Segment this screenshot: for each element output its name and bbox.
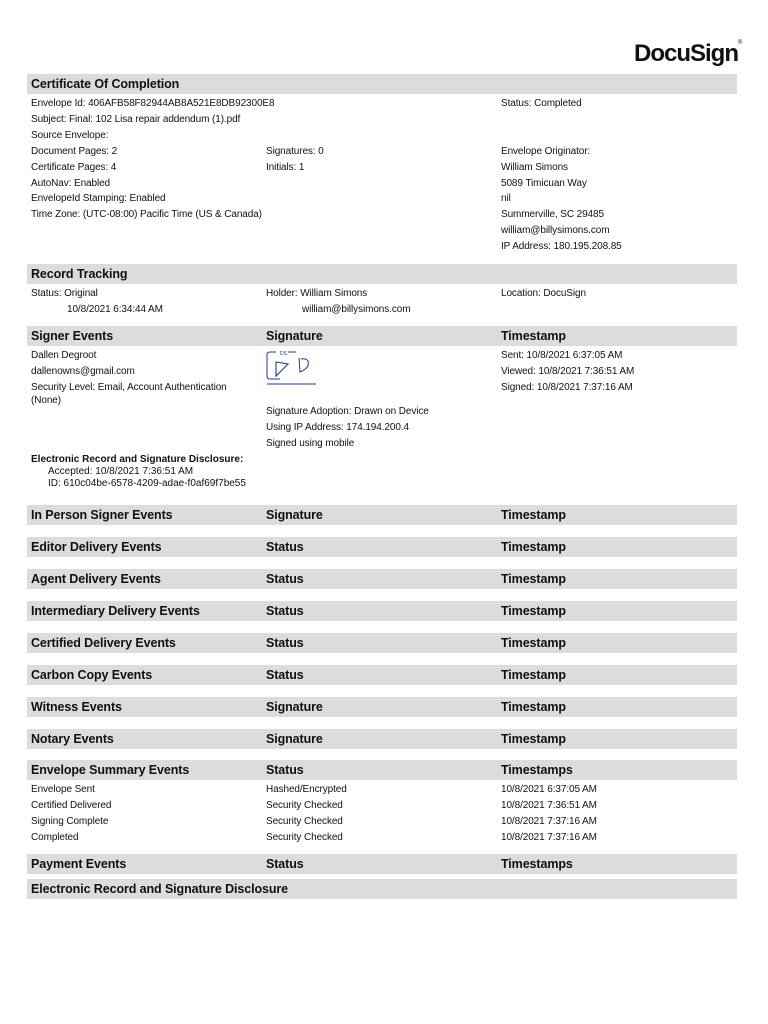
disclosure-id: ID: 610c04be-6578-4209-adae-f0af69f7be55 xyxy=(48,478,246,489)
signer-email: dallenowns@gmail.com xyxy=(31,366,135,377)
table-row-event: Certified Delivered xyxy=(31,800,112,811)
table-row-status: Security Checked xyxy=(266,800,343,811)
signature-ip: Using IP Address: 174.194.200.4 xyxy=(266,422,409,433)
record-status: Status: Original xyxy=(31,288,98,299)
originator-label: Envelope Originator: xyxy=(501,146,591,157)
record-holder-email: william@billysimons.com xyxy=(302,304,411,315)
editor-delivery-band xyxy=(27,537,737,557)
section-col2: Status xyxy=(266,668,304,682)
source-envelope: Source Envelope: xyxy=(31,130,109,141)
section-col3: Timestamp xyxy=(501,636,566,650)
signer-sent: Sent: 10/8/2021 6:37:05 AM xyxy=(501,350,623,361)
section-col3: Timestamp xyxy=(501,572,566,586)
section-col2: Status xyxy=(266,604,304,618)
table-row-event: Envelope Sent xyxy=(31,784,95,795)
section-col3: Timestamp xyxy=(501,700,566,714)
table-row-event: Completed xyxy=(31,832,79,843)
in-person-signer-band xyxy=(27,505,737,525)
docusign-logo: DocuSign® xyxy=(634,40,743,67)
certificate-pages: Certificate Pages: 4 xyxy=(31,162,117,173)
section-heading: Agent Delivery Events xyxy=(31,572,161,586)
record-tracking-band xyxy=(27,264,737,284)
section-col3: Timestamp xyxy=(501,732,566,746)
record-location: Location: DocuSign xyxy=(501,288,586,299)
table-row-timestamp: 10/8/2021 7:37:16 AM xyxy=(501,816,597,827)
section-col2: Status xyxy=(266,636,304,650)
originator-address: 5089 Timicuan Way xyxy=(501,178,587,189)
table-row-status: Security Checked xyxy=(266,832,343,843)
table-row-status: Hashed/Encrypted xyxy=(266,784,347,795)
originator-ip: IP Address: 180.195.208.85 xyxy=(501,241,622,252)
table-row-timestamp: 10/8/2021 7:36:51 AM xyxy=(501,800,597,811)
agent-delivery-band xyxy=(27,569,737,589)
disclosure-section-band xyxy=(27,879,737,899)
signer-timestamp-heading: Timestamp xyxy=(501,329,566,343)
summary-timestamps-heading: Timestamps xyxy=(501,763,573,777)
record-tracking-heading: Record Tracking xyxy=(31,267,128,281)
record-holder: Holder: William Simons xyxy=(266,288,368,299)
signer-viewed: Viewed: 10/8/2021 7:36:51 AM xyxy=(501,366,635,377)
section-col2: Signature xyxy=(266,700,323,714)
section-col2: Status xyxy=(266,572,304,586)
autonav: AutoNav: Enabled xyxy=(31,178,111,189)
section-heading: Editor Delivery Events xyxy=(31,540,162,554)
table-row-status: Security Checked xyxy=(266,816,343,827)
signer-security-level: Security Level: Email, Account Authentication xyxy=(31,382,227,393)
signature-image xyxy=(266,350,316,384)
table-row-timestamp: 10/8/2021 7:37:16 AM xyxy=(501,832,597,843)
certificate-header-band xyxy=(27,74,737,94)
originator-email: william@billysimons.com xyxy=(501,225,610,236)
section-heading: Intermediary Delivery Events xyxy=(31,604,200,618)
section-col3: Timestamp xyxy=(501,604,566,618)
disclosure-accepted: Accepted: 10/8/2021 7:36:51 AM xyxy=(48,466,194,477)
section-col2: Signature xyxy=(266,508,323,522)
section-heading: Certified Delivery Events xyxy=(31,636,176,650)
section-heading: Witness Events xyxy=(31,700,122,714)
payment-events-band xyxy=(27,854,737,874)
intermediary-delivery-band xyxy=(27,601,737,621)
certified-delivery-band xyxy=(27,633,737,653)
payment-status-heading: Status xyxy=(266,857,304,871)
record-date: 10/8/2021 6:34:44 AM xyxy=(67,304,163,315)
originator-address2: nil xyxy=(501,193,511,204)
envelopeid-stamping: EnvelopeId Stamping: Enabled xyxy=(31,193,166,204)
originator-name: William Simons xyxy=(501,162,568,173)
envelope-summary-band xyxy=(27,760,737,780)
certificate-heading: Certificate Of Completion xyxy=(31,77,180,91)
time-zone: Time Zone: (UTC-08:00) Pacific Time (US & Canada) xyxy=(31,209,262,220)
section-heading: In Person Signer Events xyxy=(31,508,173,522)
initials-count: Initials: 1 xyxy=(266,162,305,173)
section-col2: Status xyxy=(266,540,304,554)
signer-security-none: (None) xyxy=(31,395,61,406)
signer-name: Dallen Degroot xyxy=(31,350,97,361)
section-col3: Timestamp xyxy=(501,540,566,554)
summary-status-heading: Status xyxy=(266,763,304,777)
table-row-event: Signing Complete xyxy=(31,816,109,827)
table-row-timestamp: 10/8/2021 6:37:05 AM xyxy=(501,784,597,795)
originator-city: Summerville, SC 29485 xyxy=(501,209,604,220)
section-col3: Timestamp xyxy=(501,668,566,682)
signature-mobile: Signed using mobile xyxy=(266,438,355,449)
section-heading: Notary Events xyxy=(31,732,114,746)
envelope-id: Envelope Id: 406AFB58F82944AB8A521E8DB92300E8 xyxy=(31,98,275,109)
signature-adoption: Signature Adoption: Drawn on Device xyxy=(266,406,429,417)
signer-events-heading: Signer Events xyxy=(31,329,114,343)
signer-events-band xyxy=(27,326,737,346)
payment-heading: Payment Events xyxy=(31,857,127,871)
envelope-subject: Subject: Final: 102 Lisa repair addendum (1).pdf xyxy=(31,114,241,125)
carbon-copy-band xyxy=(27,665,737,685)
witness-band xyxy=(27,697,737,717)
signature-ds-tag: DS xyxy=(280,351,287,357)
signatures-count: Signatures: 0 xyxy=(266,146,324,157)
document-pages: Document Pages: 2 xyxy=(31,146,118,157)
signer-signature-heading: Signature xyxy=(266,329,323,343)
section-heading: Carbon Copy Events xyxy=(31,668,153,682)
section-col2: Signature xyxy=(266,732,323,746)
disclosure-title: Electronic Record and Signature Disclosure: xyxy=(31,454,244,465)
notary-band xyxy=(27,729,737,749)
disclosure-section-heading: Electronic Record and Signature Disclosure xyxy=(31,882,288,896)
signer-signed: Signed: 10/8/2021 7:37:16 AM xyxy=(501,382,633,393)
section-col3: Timestamp xyxy=(501,508,566,522)
payment-timestamps-heading: Timestamps xyxy=(501,857,573,871)
summary-heading: Envelope Summary Events xyxy=(31,763,190,777)
envelope-status: Status: Completed xyxy=(501,98,582,109)
